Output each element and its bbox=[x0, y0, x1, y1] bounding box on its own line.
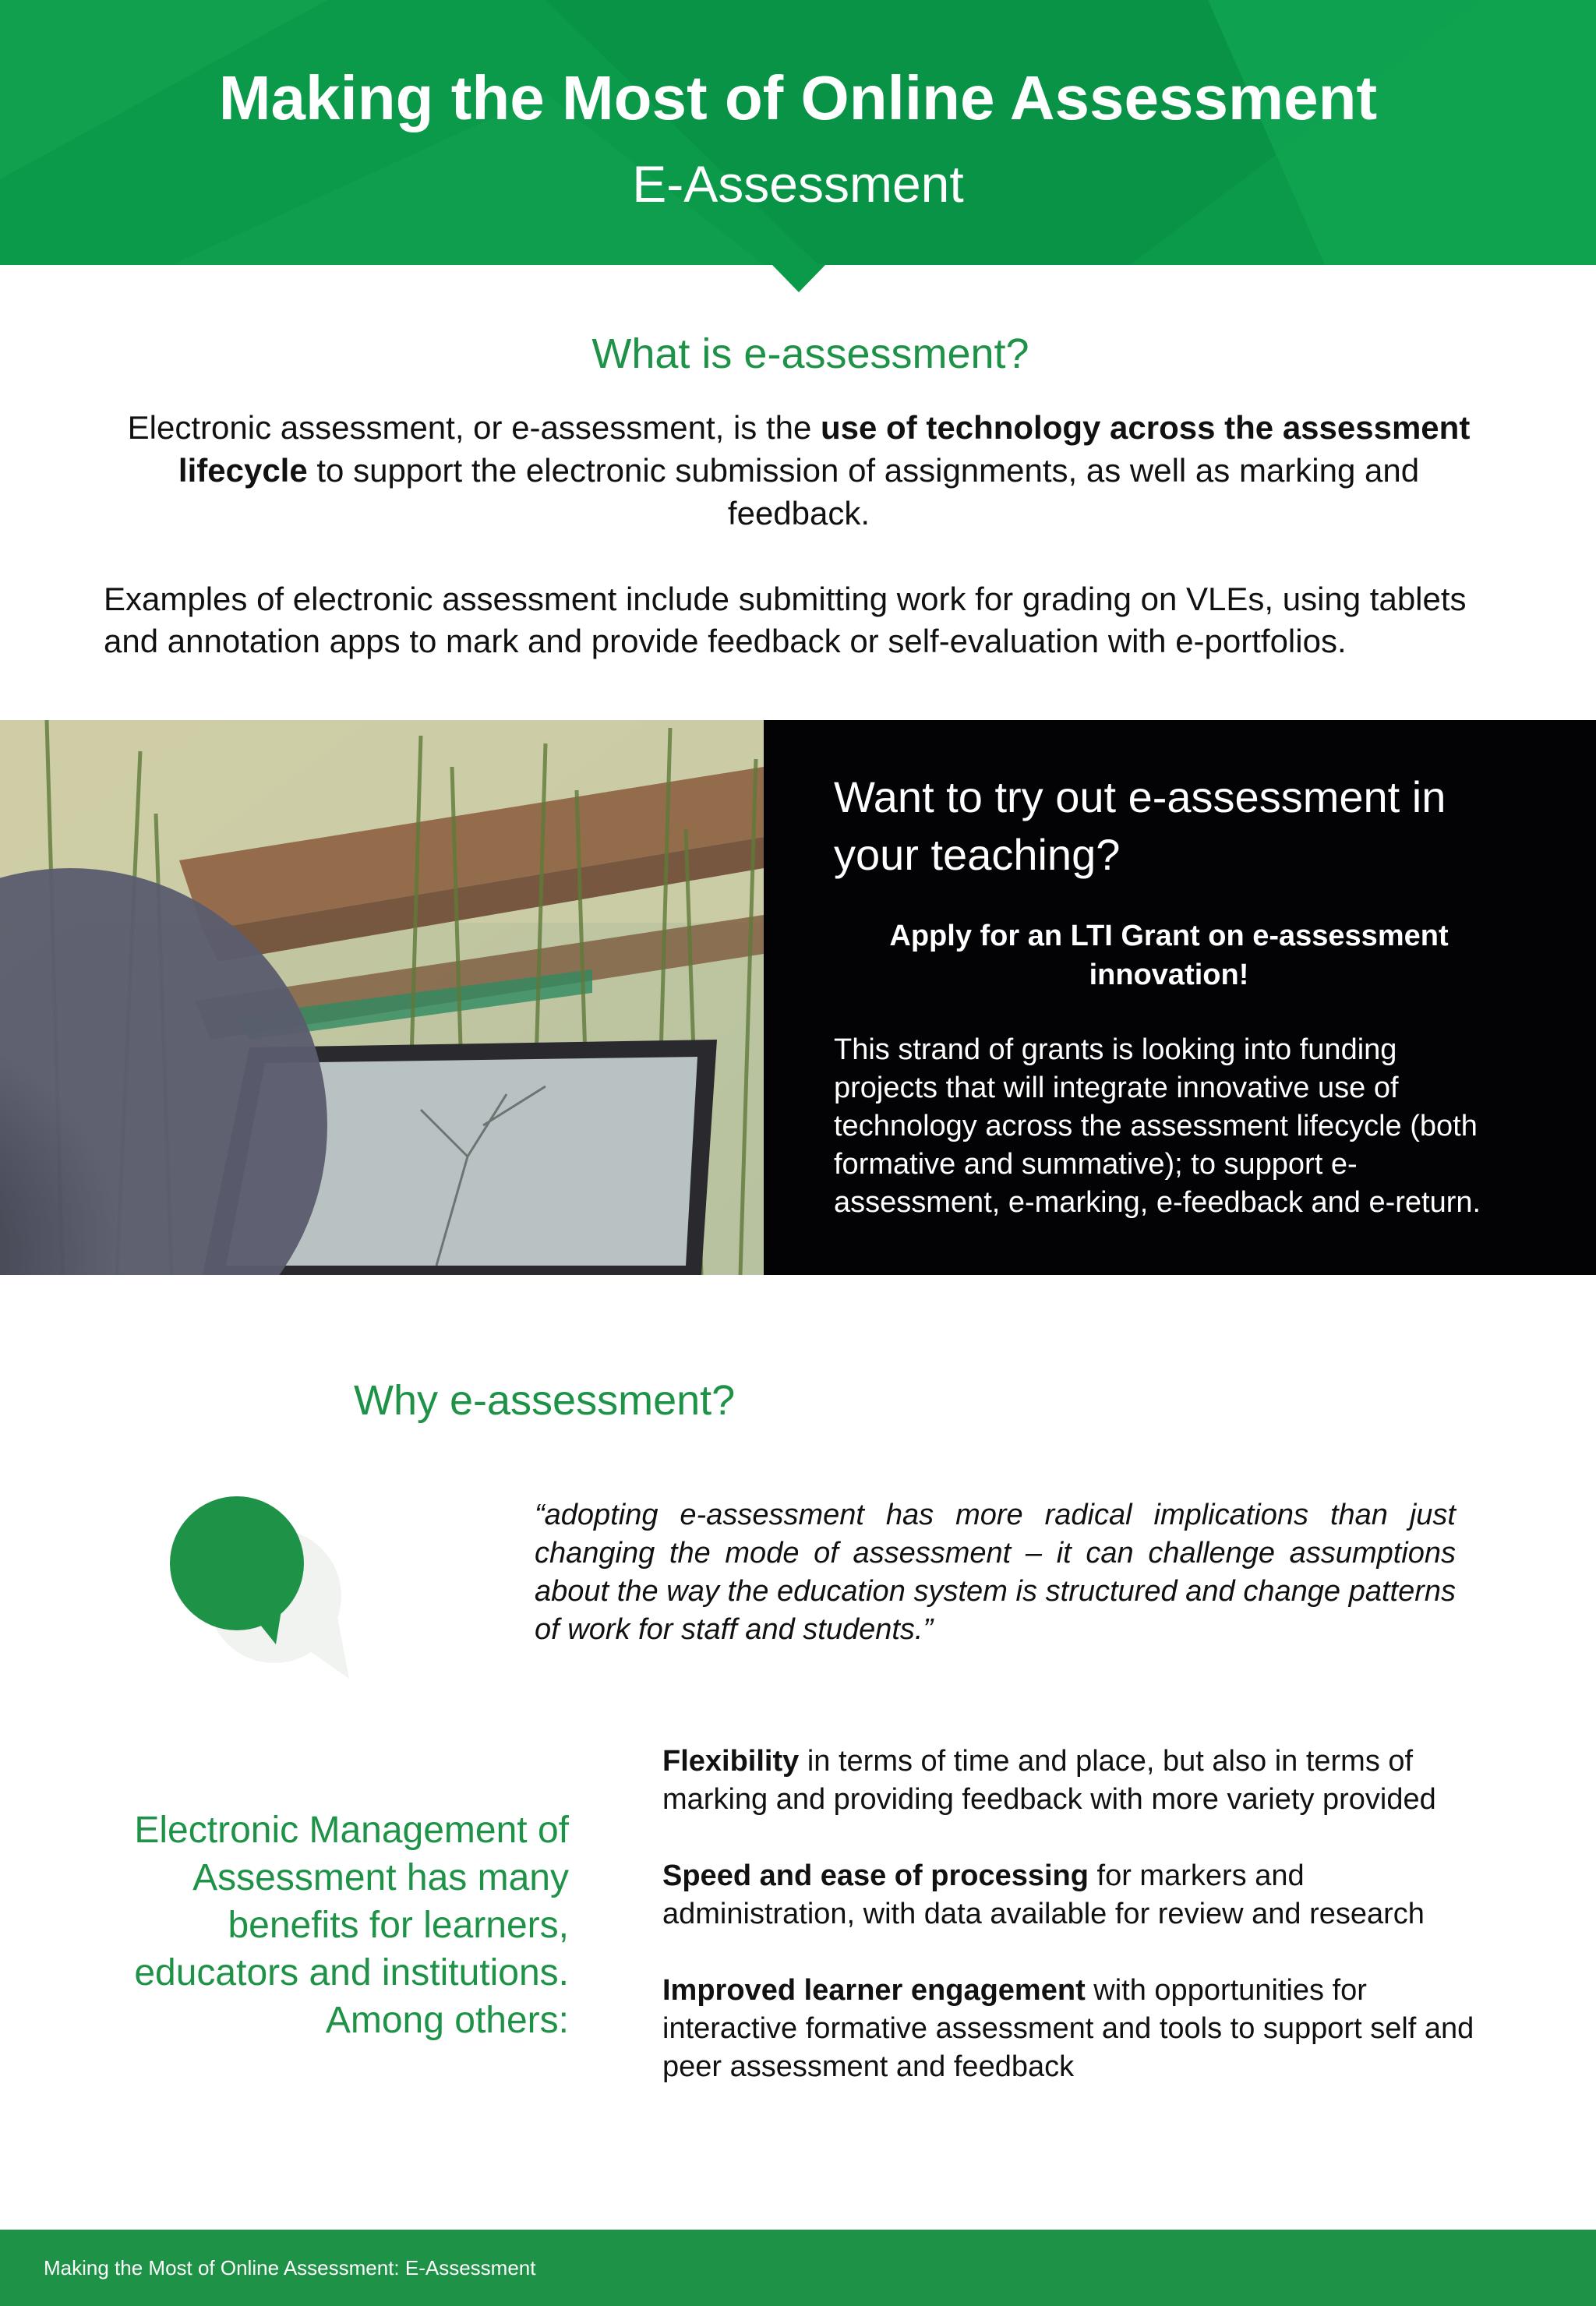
benefit-heading: Speed and ease of processing bbox=[662, 1859, 1089, 1892]
benefit-heading: Flexibility bbox=[662, 1745, 800, 1778]
page-subtitle: E-Assessment bbox=[632, 155, 964, 213]
benefit-text: in terms of time and place, but also in terms of marking and providing feedback with more variety provided bbox=[662, 1745, 1436, 1816]
section-title-why: Why e-assessment? bbox=[354, 1377, 736, 1424]
footer-bar bbox=[0, 2230, 1596, 2306]
quote-text: “adopting e-assessment has more radical implications than just changing the mode of assessment – it can challenge assumptions about the way the education system is structured and change patterns of work for staff and students.” bbox=[535, 1499, 1456, 1646]
promo-apply-callout: Apply for an LTI Grant on e-assessment innovation! bbox=[889, 920, 1449, 991]
footer-text: Making the Most of Online Assessment: E-Assessment bbox=[44, 2256, 536, 2280]
benefit-item bbox=[662, 1857, 1481, 1933]
section-title-what: What is e-assessment? bbox=[591, 330, 1029, 377]
emo-benefits-intro: Electronic Management of Assessment has many benefits for learners, educators and institutions. Among others: bbox=[134, 1810, 569, 2041]
header-notch bbox=[772, 264, 826, 295]
photo-illustration bbox=[0, 720, 764, 1275]
promo-title: Want to try out e-assessment in your teaching? bbox=[834, 772, 1446, 879]
benefit-item bbox=[662, 1972, 1481, 2086]
benefit-text: with opportunities for interactive formative assessment and tools to support self and peer assessment and feedback bbox=[662, 1974, 1474, 2083]
benefit-text: for markers and administration, with data available for review and research bbox=[662, 1859, 1425, 1930]
page-title: Making the Most of Online Assessment bbox=[218, 63, 1378, 132]
intro-text-part1: Electronic assessment, or e-assessment, is the bbox=[127, 409, 821, 446]
benefit-heading: Improved learner engagement bbox=[662, 1974, 1086, 2007]
benefit-item bbox=[662, 1743, 1481, 1819]
intro-paragraph bbox=[109, 406, 1488, 535]
header-banner bbox=[0, 0, 1596, 265]
examples-paragraph: Examples of electronic assessment include submitting work for grading on VLEs, using tablets and annotation apps to mark and provide feedback or self-evaluation with e-portfolios. bbox=[104, 581, 1467, 659]
promo-body: This strand of grants is looking into funding projects that will integrate innovative use of technology across the assessment lifecycle (both formative and summative); to support e-assessment, e-marking, e-feedback and e-return. bbox=[834, 1033, 1481, 1219]
speech-bubbles-icon bbox=[165, 1496, 383, 1691]
intro-text-part2: to support the electronic submission of assignments, as well as marking and feedback. bbox=[307, 452, 1420, 531]
intro-text-bold: use of technology across the assessment lifecycle bbox=[178, 409, 1471, 489]
benefits-list bbox=[662, 1743, 1481, 2124]
photo-tablet-outdoors bbox=[0, 720, 764, 1275]
